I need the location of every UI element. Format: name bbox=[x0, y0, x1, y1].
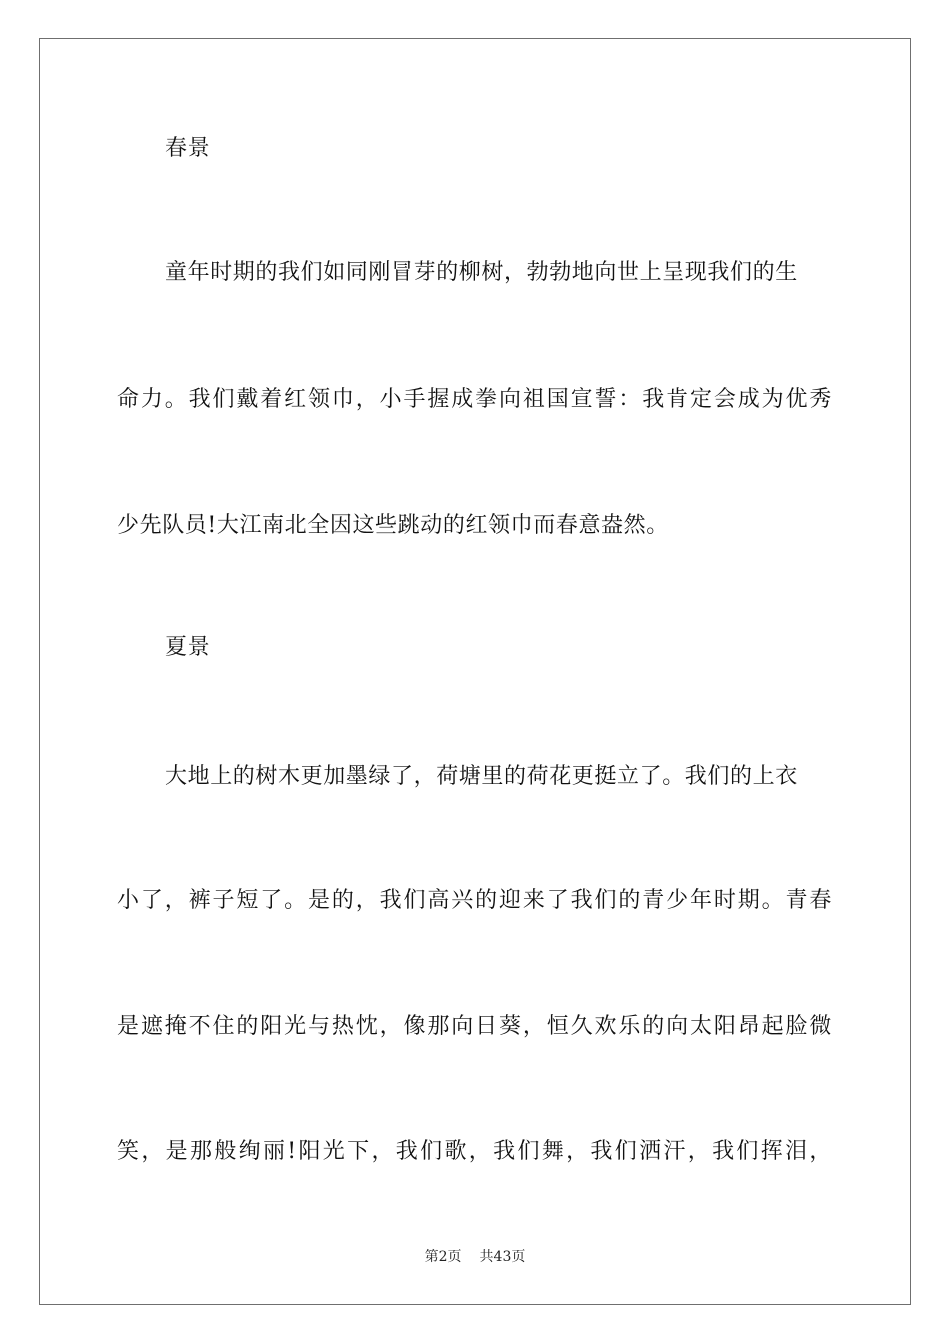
page-number-current: 第2页 bbox=[424, 1249, 462, 1265]
paragraph-line: 笑，是那般绚丽!阳光下，我们歌，我们舞，我们洒汗，我们挥泪， bbox=[117, 1139, 832, 1164]
page-footer bbox=[0, 1247, 950, 1267]
heading-spring: 春景 bbox=[165, 136, 211, 161]
page-border bbox=[39, 38, 911, 1305]
paragraph-line: 小了，裤子短了。是的，我们高兴的迎来了我们的青少年时期。青春 bbox=[117, 888, 832, 913]
paragraph-line: 是遮掩不住的阳光与热忱，像那向日葵，恒久欢乐的向太阳昂起脸微 bbox=[117, 1014, 832, 1039]
paragraph-line: 命力。我们戴着红领巾，小手握成拳向祖国宣誓：我肯定会成为优秀 bbox=[117, 387, 832, 412]
paragraph-line: 大地上的树木更加墨绿了，荷塘里的荷花更挺立了。我们的上衣 bbox=[165, 764, 798, 789]
page-number-total: 共43页 bbox=[479, 1249, 526, 1265]
heading-summer: 夏景 bbox=[165, 635, 211, 660]
paragraph-line: 少先队员!大江南北全因这些跳动的红领巾而春意盎然。 bbox=[117, 513, 669, 538]
paragraph-line: 童年时期的我们如同刚冒芽的柳树，勃勃地向世上呈现我们的生 bbox=[165, 260, 798, 285]
